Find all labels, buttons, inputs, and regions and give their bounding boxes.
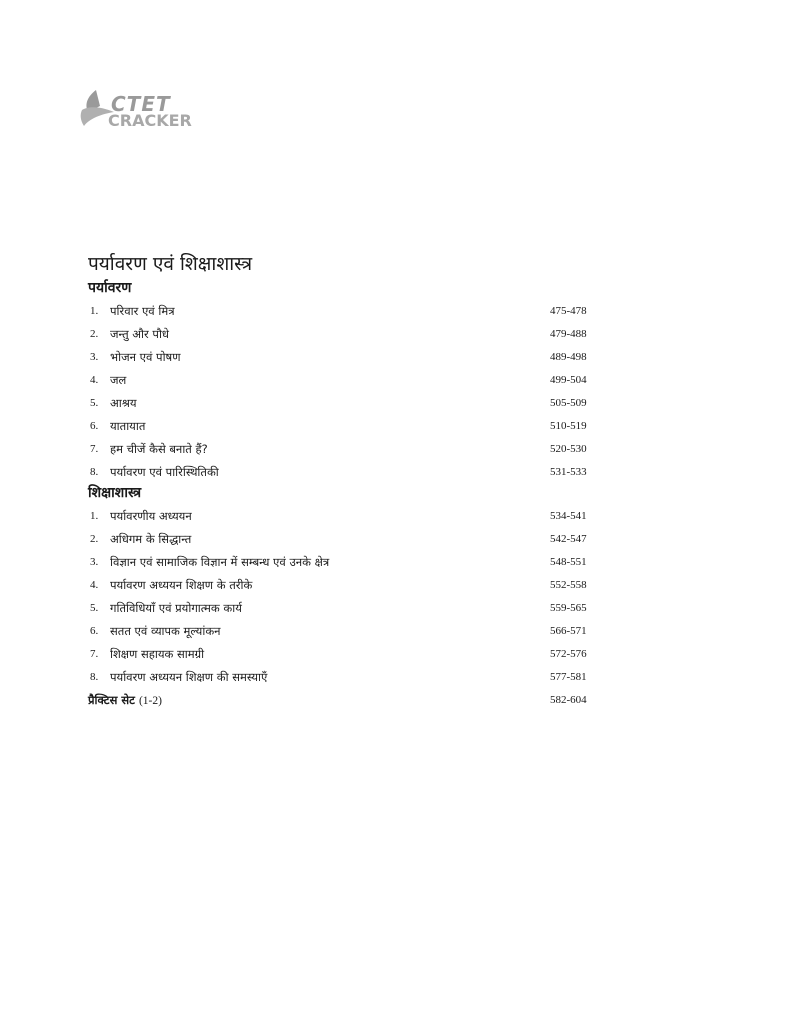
toc-row	[88, 415, 608, 438]
item-number: 6.	[90, 420, 99, 432]
logo-text-cracker: CRACKER	[108, 111, 192, 130]
item-number: 5.	[90, 397, 99, 409]
item-label: भोजन एवं पोषण	[110, 350, 181, 364]
toc-row	[88, 323, 608, 346]
item-pages: 475-478	[550, 305, 587, 317]
item-number: 1.	[90, 510, 99, 522]
section-heading: पर्यावरण	[88, 280, 132, 296]
item-label: जल	[110, 373, 127, 387]
section-heading: शिक्षाशास्त्र	[88, 485, 142, 501]
toc-title: पर्यावरण एवं शिक्षाशास्त्र	[88, 253, 253, 275]
item-label: जन्तु और पौधे	[110, 327, 169, 341]
item-number: 4.	[90, 374, 99, 386]
item-pages: 566-571	[550, 625, 587, 637]
item-number: 2.	[90, 533, 99, 545]
item-label: परिवार एवं मित्र	[110, 304, 175, 318]
item-label: गतिविधियाँ एवं प्रयोगात्मक कार्य	[110, 601, 242, 615]
practice-set-range: (1-2)	[138, 695, 162, 707]
item-pages: 552-558	[550, 579, 587, 591]
practice-set-row	[88, 689, 608, 712]
toc-row	[88, 461, 608, 484]
practice-set-label: प्रैक्टिस सेट	[88, 693, 135, 707]
item-pages: 542-547	[550, 533, 587, 545]
item-label: सतत एवं व्यापक मूल्यांकन	[110, 624, 221, 638]
item-label: विज्ञान एवं सामाजिक विज्ञान में सम्बन्ध एवं उनके क्षेत्र	[110, 555, 330, 569]
item-pages: 510-519	[550, 420, 587, 432]
item-pages: 548-551	[550, 556, 587, 568]
item-number: 6.	[90, 625, 99, 637]
item-label: आश्रय	[110, 396, 137, 410]
item-label: यातायात	[110, 419, 146, 433]
item-pages: 572-576	[550, 648, 587, 660]
toc-row	[88, 505, 608, 528]
toc-row	[88, 620, 608, 643]
toc-row	[88, 346, 608, 369]
toc-row	[88, 551, 608, 574]
item-pages: 499-504	[550, 374, 587, 386]
practice-set-pages: 582-604	[550, 694, 587, 706]
toc-row	[88, 528, 608, 551]
item-pages: 489-498	[550, 351, 587, 363]
toc-row	[88, 666, 608, 689]
item-label: पर्यावरण एवं पारिस्थितिकी	[110, 465, 219, 479]
item-label: पर्यावरण अध्ययन शिक्षण की समस्याएँ	[110, 670, 268, 684]
item-number: 7.	[90, 443, 99, 455]
item-label: पर्यावरण अध्ययन शिक्षण के तरीके	[110, 578, 253, 592]
item-pages: 534-541	[550, 510, 587, 522]
item-label: पर्यावरणीय अध्ययन	[110, 509, 192, 523]
item-pages: 520-530	[550, 443, 587, 455]
toc-row	[88, 392, 608, 415]
item-number: 2.	[90, 328, 99, 340]
item-number: 8.	[90, 671, 99, 683]
ctet-cracker-logo	[78, 88, 198, 134]
toc-row	[88, 438, 608, 461]
toc-row	[88, 300, 608, 323]
practice-set-label-wrap	[88, 689, 162, 713]
item-number: 1.	[90, 305, 99, 317]
item-number: 3.	[90, 351, 99, 363]
item-label: हम चीजें कैसे बनाते हैं?	[110, 442, 208, 456]
item-number: 7.	[90, 648, 99, 660]
item-pages: 479-488	[550, 328, 587, 340]
logo-text-ctet: CTET	[111, 92, 171, 116]
item-label: शिक्षण सहायक सामग्री	[110, 647, 205, 661]
toc-row	[88, 574, 608, 597]
item-number: 4.	[90, 579, 99, 591]
item-pages: 505-509	[550, 397, 587, 409]
item-number: 8.	[90, 466, 99, 478]
section-environment	[88, 279, 608, 484]
item-number: 5.	[90, 602, 99, 614]
toc-row	[88, 597, 608, 620]
toc-row	[88, 369, 608, 392]
item-pages: 559-565	[550, 602, 587, 614]
item-label: अधिगम के सिद्धान्त	[110, 532, 192, 546]
toc-row	[88, 643, 608, 666]
item-number: 3.	[90, 556, 99, 568]
section-pedagogy	[88, 484, 608, 689]
item-pages: 577-581	[550, 671, 587, 683]
item-pages: 531-533	[550, 466, 587, 478]
table-of-contents	[88, 252, 608, 712]
